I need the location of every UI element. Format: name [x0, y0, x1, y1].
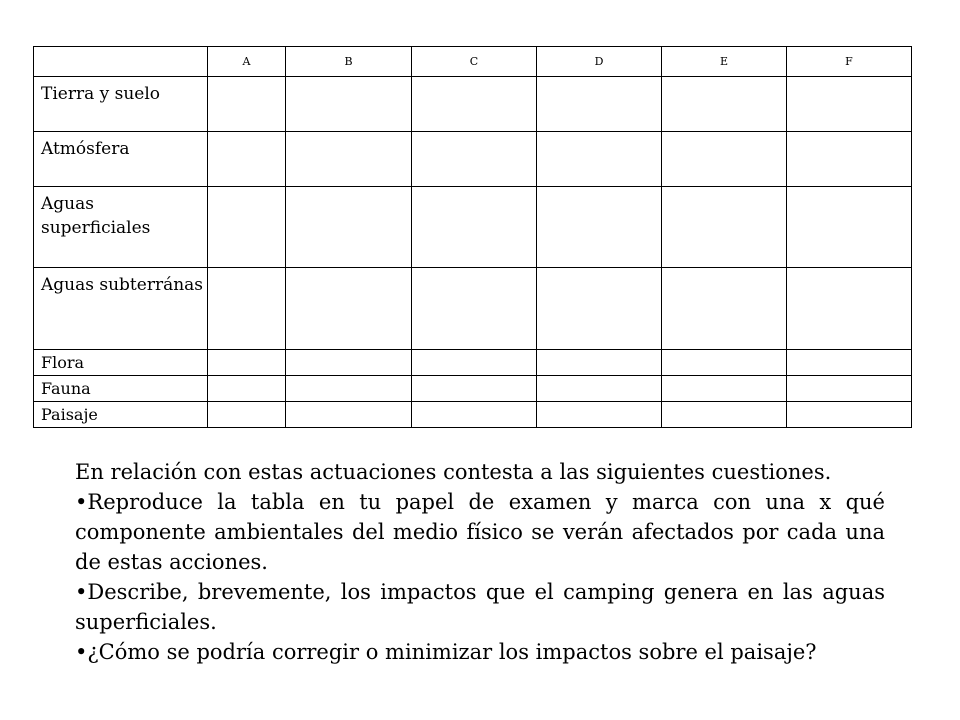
- row-label-tierra-y-suelo: Tierra y suelo: [34, 77, 208, 132]
- table-cell: [208, 402, 286, 428]
- row-label-paisaje: Paisaje: [34, 402, 208, 428]
- table-cell: [412, 376, 537, 402]
- table-row: [34, 132, 912, 187]
- column-header-b: B: [286, 47, 412, 77]
- table-cell: [662, 77, 787, 132]
- column-header-d: D: [537, 47, 662, 77]
- table-cell: [537, 187, 662, 268]
- table-cell: [208, 77, 286, 132]
- table-cell: [412, 350, 537, 376]
- questions-block: [75, 457, 885, 667]
- table-header-row: [34, 47, 912, 77]
- table-cell: [662, 187, 787, 268]
- table-cell: [208, 187, 286, 268]
- header-corner-cell: [34, 47, 208, 77]
- table-cell: [286, 77, 412, 132]
- table-row: [34, 268, 912, 350]
- table-cell: [787, 187, 912, 268]
- table-cell: [208, 268, 286, 350]
- question-item: •¿Cómo se podría corregir o minimizar los impactos sobre el paisaje?: [75, 640, 817, 664]
- table-cell: [286, 132, 412, 187]
- column-header-c: C: [412, 47, 537, 77]
- table-cell: [537, 268, 662, 350]
- table-row: [34, 187, 912, 268]
- row-label-atmosfera: Atmósfera: [34, 132, 208, 187]
- column-header-f: F: [787, 47, 912, 77]
- table-cell: [412, 268, 537, 350]
- table-cell: [208, 350, 286, 376]
- table-cell: [537, 350, 662, 376]
- table-cell: [662, 132, 787, 187]
- table-cell: [286, 268, 412, 350]
- questions-intro: En relación con estas actuaciones contesta a las siguientes cuestiones.: [75, 460, 832, 484]
- row-label-flora: Flora: [34, 350, 208, 376]
- table-row: [34, 376, 912, 402]
- row-label-fauna: Fauna: [34, 376, 208, 402]
- table-cell: [208, 132, 286, 187]
- table-cell: [412, 77, 537, 132]
- table-cell: [537, 132, 662, 187]
- question-item: •Describe, brevemente, los impactos que el camping genera en las aguas superficiales.: [75, 580, 885, 634]
- table-cell: [787, 77, 912, 132]
- table-cell: [537, 402, 662, 428]
- table-cell: [787, 132, 912, 187]
- table-cell: [662, 402, 787, 428]
- table-cell: [286, 402, 412, 428]
- table-cell: [787, 268, 912, 350]
- table-cell: [537, 376, 662, 402]
- table-cell: [787, 350, 912, 376]
- table-cell: [286, 187, 412, 268]
- row-label-aguas-superficiales: Aguas superficiales: [34, 187, 208, 268]
- table-cell: [286, 350, 412, 376]
- table-cell: [412, 402, 537, 428]
- table-cell: [208, 376, 286, 402]
- table-cell: [537, 77, 662, 132]
- question-item: •Reproduce la tabla en tu papel de examen y marca con una x qué componente ambientales del medio físico se verán afectados por cada una de estas acciones.: [75, 490, 885, 574]
- table-cell: [412, 187, 537, 268]
- table-cell: [787, 402, 912, 428]
- column-header-e: E: [662, 47, 787, 77]
- table-cell: [787, 376, 912, 402]
- table-cell: [412, 132, 537, 187]
- row-label-aguas-subterranas: Aguas subterránas: [34, 268, 208, 350]
- column-header-a: A: [208, 47, 286, 77]
- table-cell: [662, 376, 787, 402]
- table-cell: [286, 376, 412, 402]
- table-cell: [662, 268, 787, 350]
- impact-matrix-table: [33, 46, 912, 428]
- table-row: [34, 402, 912, 428]
- table-cell: [662, 350, 787, 376]
- table-row: [34, 350, 912, 376]
- table-row: [34, 77, 912, 132]
